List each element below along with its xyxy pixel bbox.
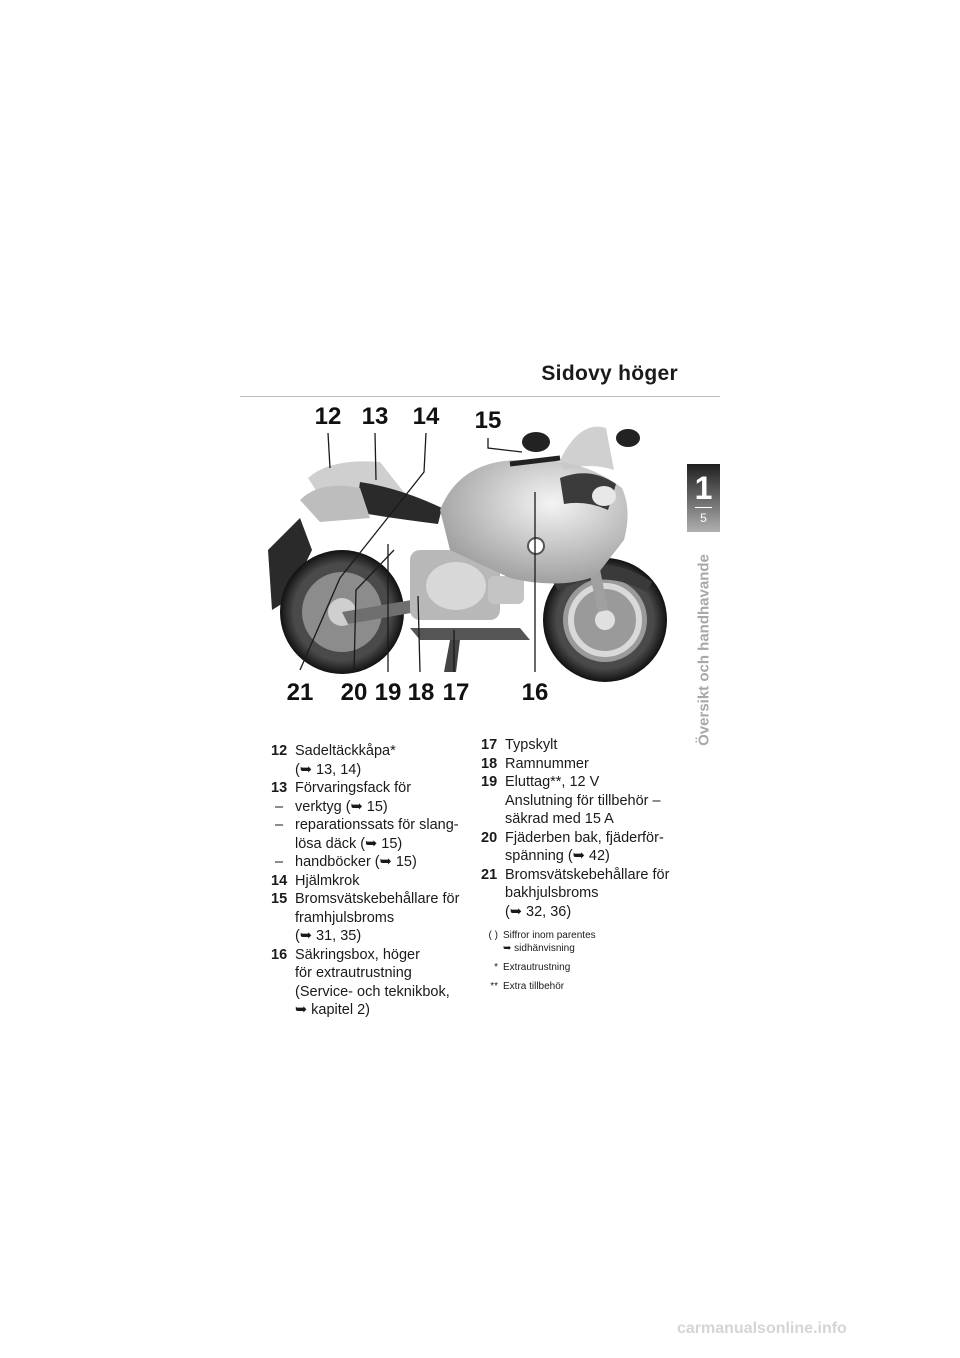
callout-15: 15 <box>474 407 502 434</box>
item-text: Bromsvätskebehållare för <box>295 891 460 907</box>
callout-16: 16 <box>521 679 549 706</box>
item-number: 17 <box>481 737 498 753</box>
legend-item-15 <box>271 890 466 946</box>
callout-20: 20 <box>340 679 368 706</box>
legend-subitem <box>271 798 466 817</box>
callout-18: 18 <box>407 679 435 706</box>
callout-14: 14 <box>412 403 440 430</box>
item-text: (➥ 32, 36) <box>505 903 572 920</box>
item-text: spänning (➥ 42) <box>505 848 610 864</box>
item-text: Bromsvätskebehållare för <box>505 866 670 883</box>
item-text: Sadeltäckkåpa* <box>295 743 396 759</box>
footnotes <box>483 929 683 999</box>
item-text: Förvaringsfack för <box>295 780 412 796</box>
item-number: 14 <box>271 872 288 889</box>
item-text: Anslutning för tillbehör – <box>505 792 661 809</box>
dash-bullet: – <box>275 798 284 815</box>
legend-item-20 <box>481 829 681 866</box>
footnote-text: ➥ sidhänvisning <box>503 943 575 954</box>
item-text: framhjulsbroms <box>295 909 395 926</box>
footnote <box>483 929 683 955</box>
motorcycle-illustration <box>268 427 667 682</box>
item-text: verktyg (➥ 15) <box>295 798 388 815</box>
item-number: 15 <box>271 891 288 907</box>
footnote-text: Extra tillbehör <box>503 981 565 992</box>
dash-bullet: – <box>275 854 284 870</box>
item-text: (➥ 31, 35) <box>295 928 362 944</box>
legend-subitem <box>271 853 466 872</box>
page-number: 5 <box>700 511 707 525</box>
item-text: bakhjulsbroms <box>505 885 599 901</box>
legend-right <box>481 736 681 921</box>
footnote-mark: * <box>494 962 498 973</box>
item-text: Fjäderben bak, fjäderför- <box>505 829 664 846</box>
item-number: 16 <box>271 946 288 963</box>
legend-item-16 <box>271 946 466 1020</box>
callout-13: 13 <box>361 403 389 430</box>
item-text: Typskylt <box>505 737 558 753</box>
watermark-text: carmanualsonline.info <box>677 1320 847 1337</box>
item-text: reparationssats för slang- <box>295 817 459 833</box>
callout-19: 19 <box>374 679 402 706</box>
callout-17: 17 <box>442 679 470 706</box>
legend-item-21 <box>481 866 681 922</box>
item-number: 18 <box>481 755 498 772</box>
title-divider <box>240 396 720 397</box>
legend-item-12 <box>271 742 466 779</box>
item-text: ➥ kapitel 2) <box>295 1002 371 1018</box>
footnote <box>483 961 683 974</box>
item-text: handböcker (➥ 15) <box>295 854 417 870</box>
item-text: (Service- och teknikbok, <box>295 983 450 1000</box>
section-label-text: Översikt och handhavande <box>695 554 713 746</box>
section-label <box>684 545 724 755</box>
item-text: Eluttag**, 12 V <box>505 774 600 790</box>
item-number: 13 <box>271 780 288 796</box>
footnote-text: Siffror inom parentes <box>503 930 596 941</box>
page-title: Sidovy höger <box>541 362 678 385</box>
legend-left <box>271 742 466 1020</box>
legend-item-18 <box>481 755 681 774</box>
item-text: säkrad med 15 A <box>505 811 614 827</box>
legend-item-14 <box>271 872 466 891</box>
motorcycle-figure <box>260 400 680 720</box>
item-text: lösa däck (➥ 15) <box>295 835 403 852</box>
legend-item-13 <box>271 779 466 798</box>
item-text: Ramnummer <box>505 755 589 772</box>
chapter-tab <box>687 464 720 532</box>
footnote-mark: ( ) <box>488 930 498 941</box>
item-text: Hjälmkrok <box>295 872 360 889</box>
dash-bullet: – <box>275 817 284 833</box>
item-number: 21 <box>481 866 498 883</box>
footnote-text: Extrautrustning <box>503 962 571 973</box>
legend-item-17 <box>481 736 681 755</box>
callout-12: 12 <box>314 403 342 430</box>
chapter-divider <box>695 507 712 508</box>
item-number: 19 <box>481 774 498 790</box>
footnote-mark: ** <box>490 981 498 992</box>
chapter-number: 1 <box>694 470 713 506</box>
callout-21: 21 <box>286 679 314 706</box>
item-number: 20 <box>481 829 498 846</box>
legend-item-19 <box>481 773 681 829</box>
legend-subitem <box>271 816 466 853</box>
item-text: Säkringsbox, höger <box>295 946 420 963</box>
footnote <box>483 980 683 993</box>
item-number: 12 <box>271 743 288 759</box>
item-text: (➥ 13, 14) <box>295 761 362 778</box>
item-text: för extrautrustning <box>295 965 412 981</box>
